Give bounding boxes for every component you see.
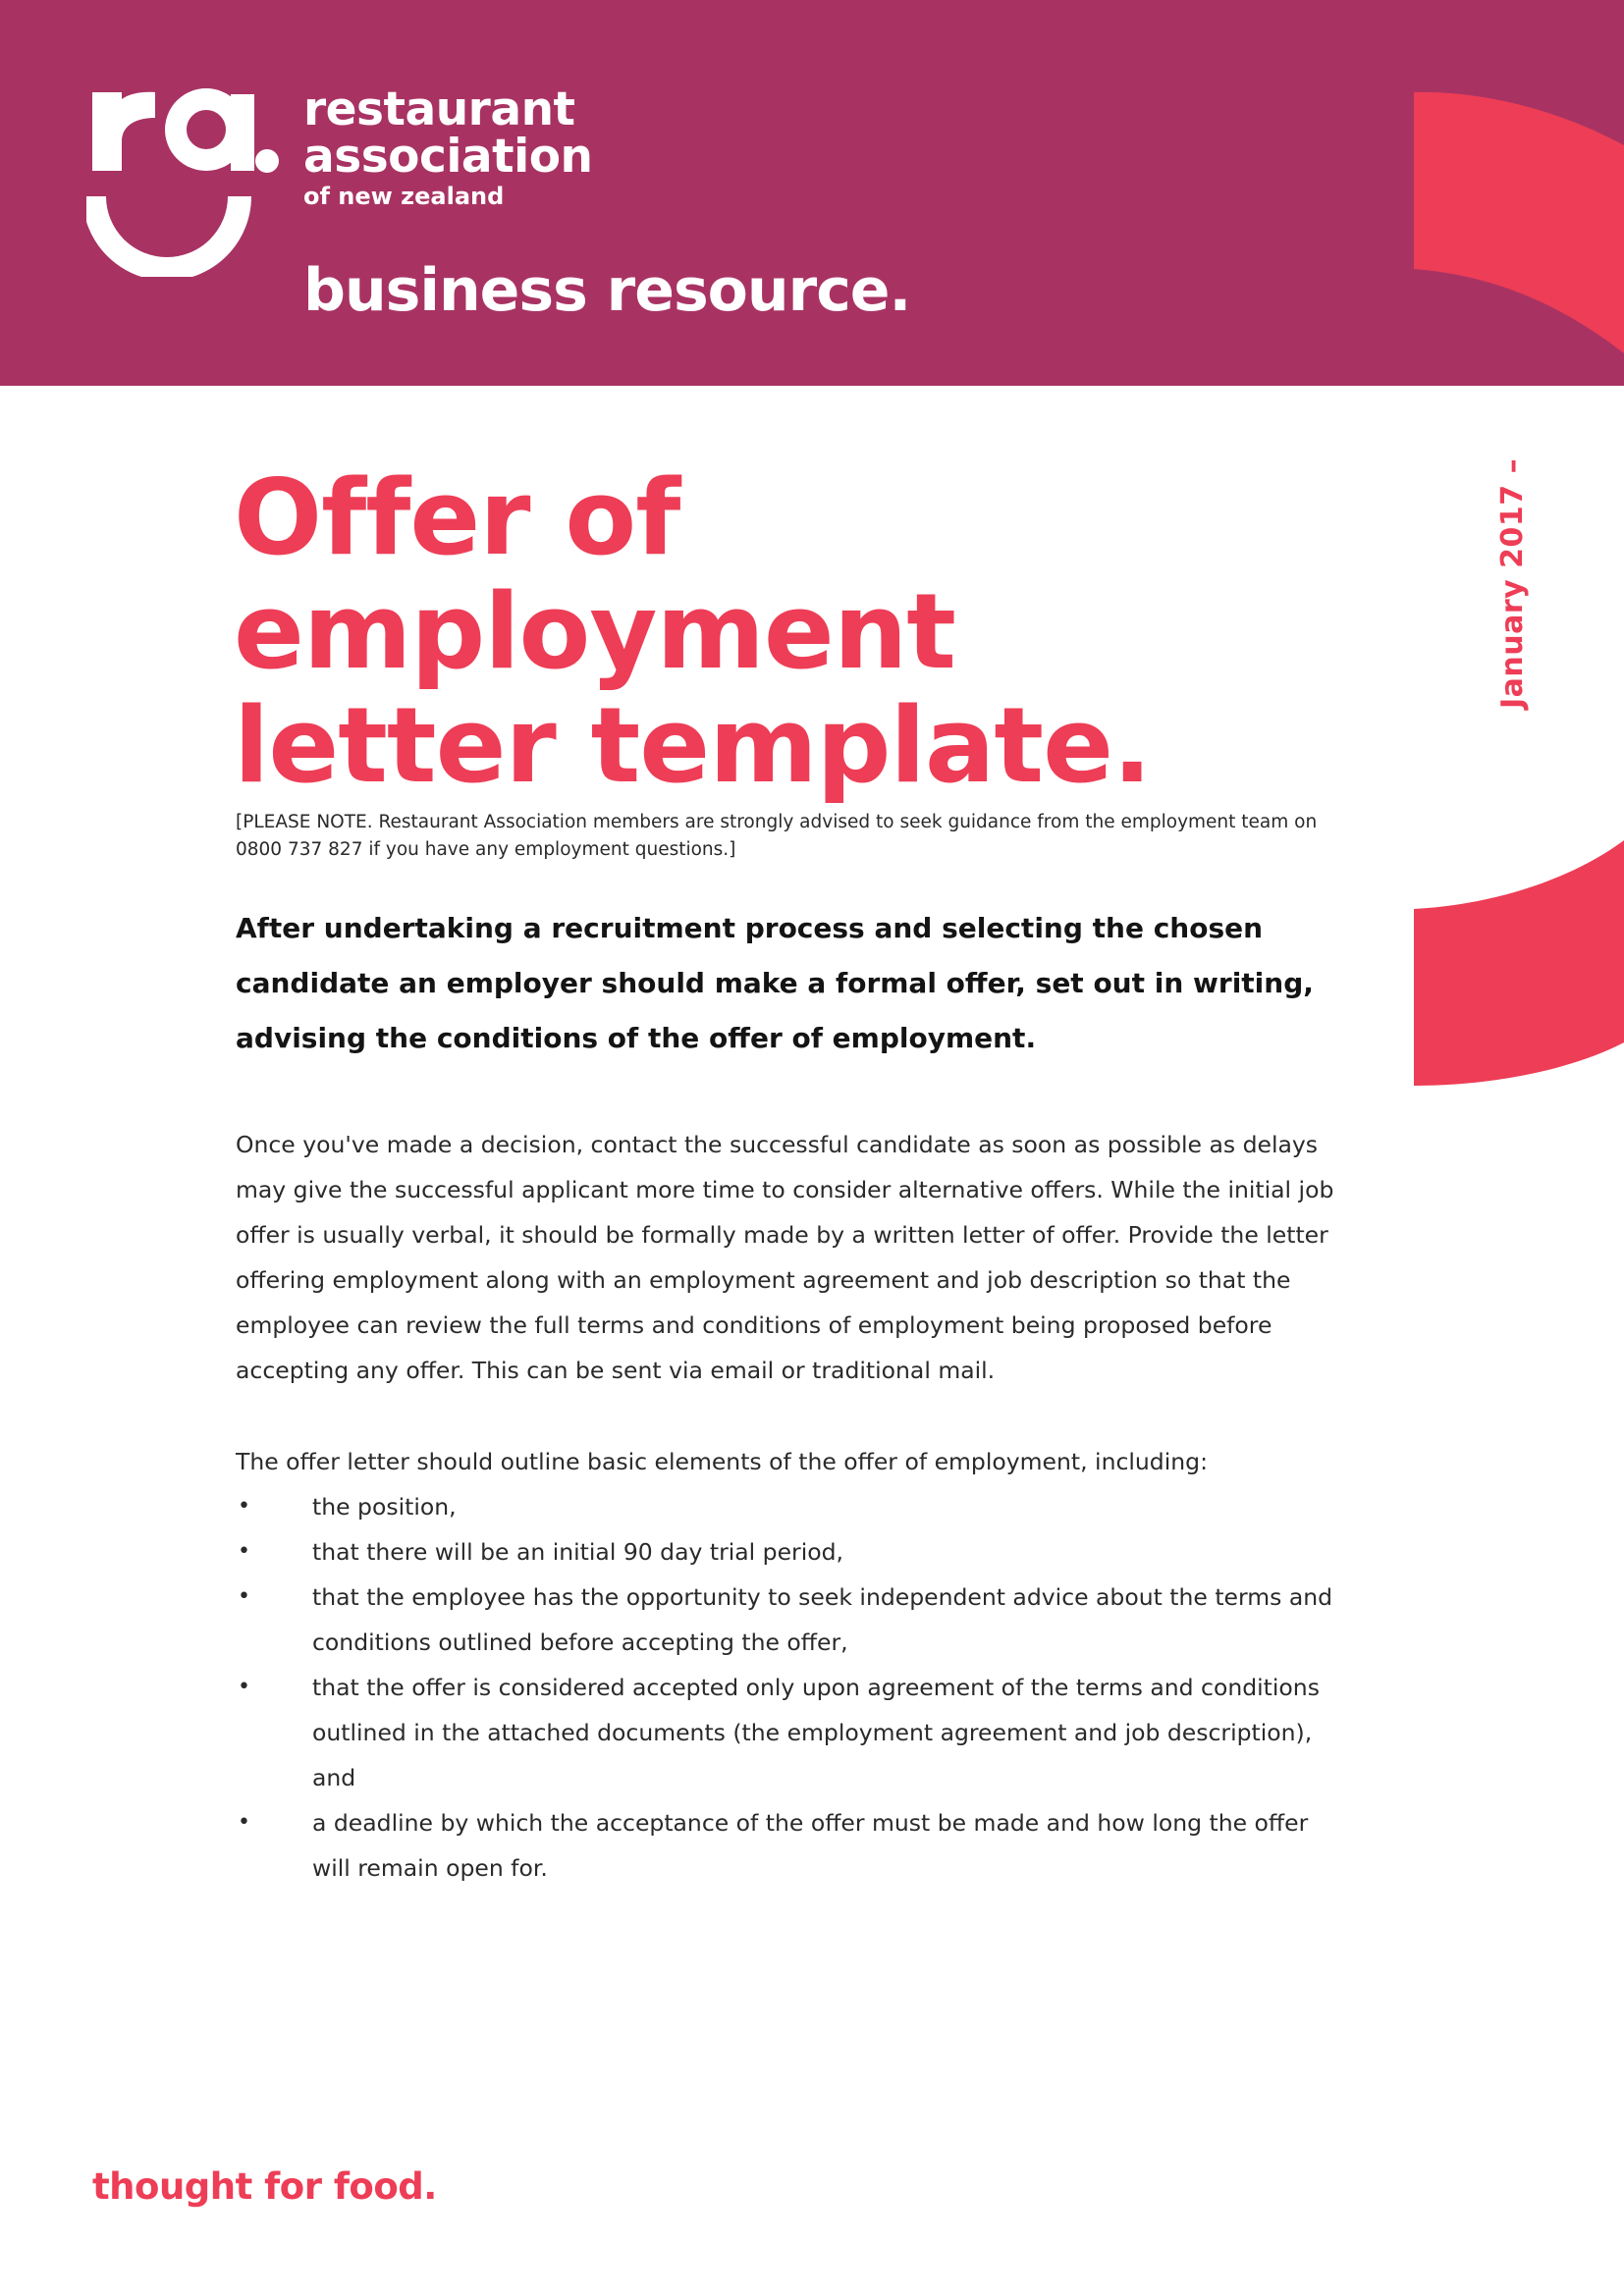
member-note: [PLEASE NOTE. Restaurant Association members are strongly advised to seek guidance from the employment team on 0800 737 827 if you have any employment questions.] — [236, 812, 1318, 860]
decorative-arc-middle — [1414, 825, 1624, 1099]
offer-elements-list — [236, 1484, 1335, 1891]
bullet-icon: • — [238, 1539, 250, 1564]
org-name-line-2: association — [303, 130, 593, 184]
list-item — [236, 1800, 1335, 1891]
bullet-icon: • — [238, 1494, 250, 1519]
issue-date-vertical: January 2017 – — [1495, 457, 1530, 709]
list-item-text: a deadline by which the acceptance of the offer must be made and how long the offer will remain open for. — [312, 1809, 1309, 1882]
list-item-text: that the employee has the opportunity to seek independent advice about the terms and conditions outlined before accepting the offer, — [312, 1583, 1333, 1656]
list-item — [236, 1575, 1335, 1665]
list-item-text: the position, — [312, 1493, 457, 1521]
body-paragraph: Once you've made a decision, contact the successful candidate as soon as possible as delays may give the successful applicant more time to consider alternative offers. While the initial job offer is usually verbal, it should be formally made by a written letter of offer. Provide the letter offering employment along with an employment agreement and job description so that the employee can review the full terms and conditions of employment being proposed before accepting any offer. This can be sent via email or traditional mail. — [236, 1131, 1334, 1384]
decorative-arc-top — [1414, 59, 1624, 353]
bullet-icon: • — [238, 1584, 250, 1609]
bullet-icon: • — [238, 1810, 250, 1835]
org-name-line-3: of new zealand — [303, 183, 505, 210]
page-title — [234, 457, 1412, 806]
list-item-text: that the offer is considered accepted only upon agreement of the terms and conditions outlined in the attached documents (the employment agreement and job description), and — [312, 1674, 1320, 1791]
page-title-line-2: letter template. — [234, 685, 1152, 806]
lead-paragraph: After undertaking a recruitment process and selecting the chosen candidate an employer should make a formal offer, set out in writing, advising the conditions of the offer of employment. — [236, 912, 1314, 1054]
restaurant-association-logo — [86, 80, 302, 277]
business-resource-heading: business resource. — [303, 256, 911, 325]
list-item — [236, 1484, 1335, 1529]
bullet-icon: • — [238, 1675, 250, 1699]
page-title-line-1: Offer of employment — [234, 457, 955, 692]
list-item — [236, 1665, 1335, 1800]
header-band — [0, 0, 1624, 386]
list-item-text: that there will be an initial 90 day trial period, — [312, 1538, 844, 1566]
list-intro: The offer letter should outline basic elements of the offer of employment, including: — [236, 1448, 1208, 1475]
list-item — [236, 1529, 1335, 1575]
org-name-line-1: restaurant — [303, 82, 575, 136]
footer-tagline: thought for food. — [92, 2165, 437, 2208]
